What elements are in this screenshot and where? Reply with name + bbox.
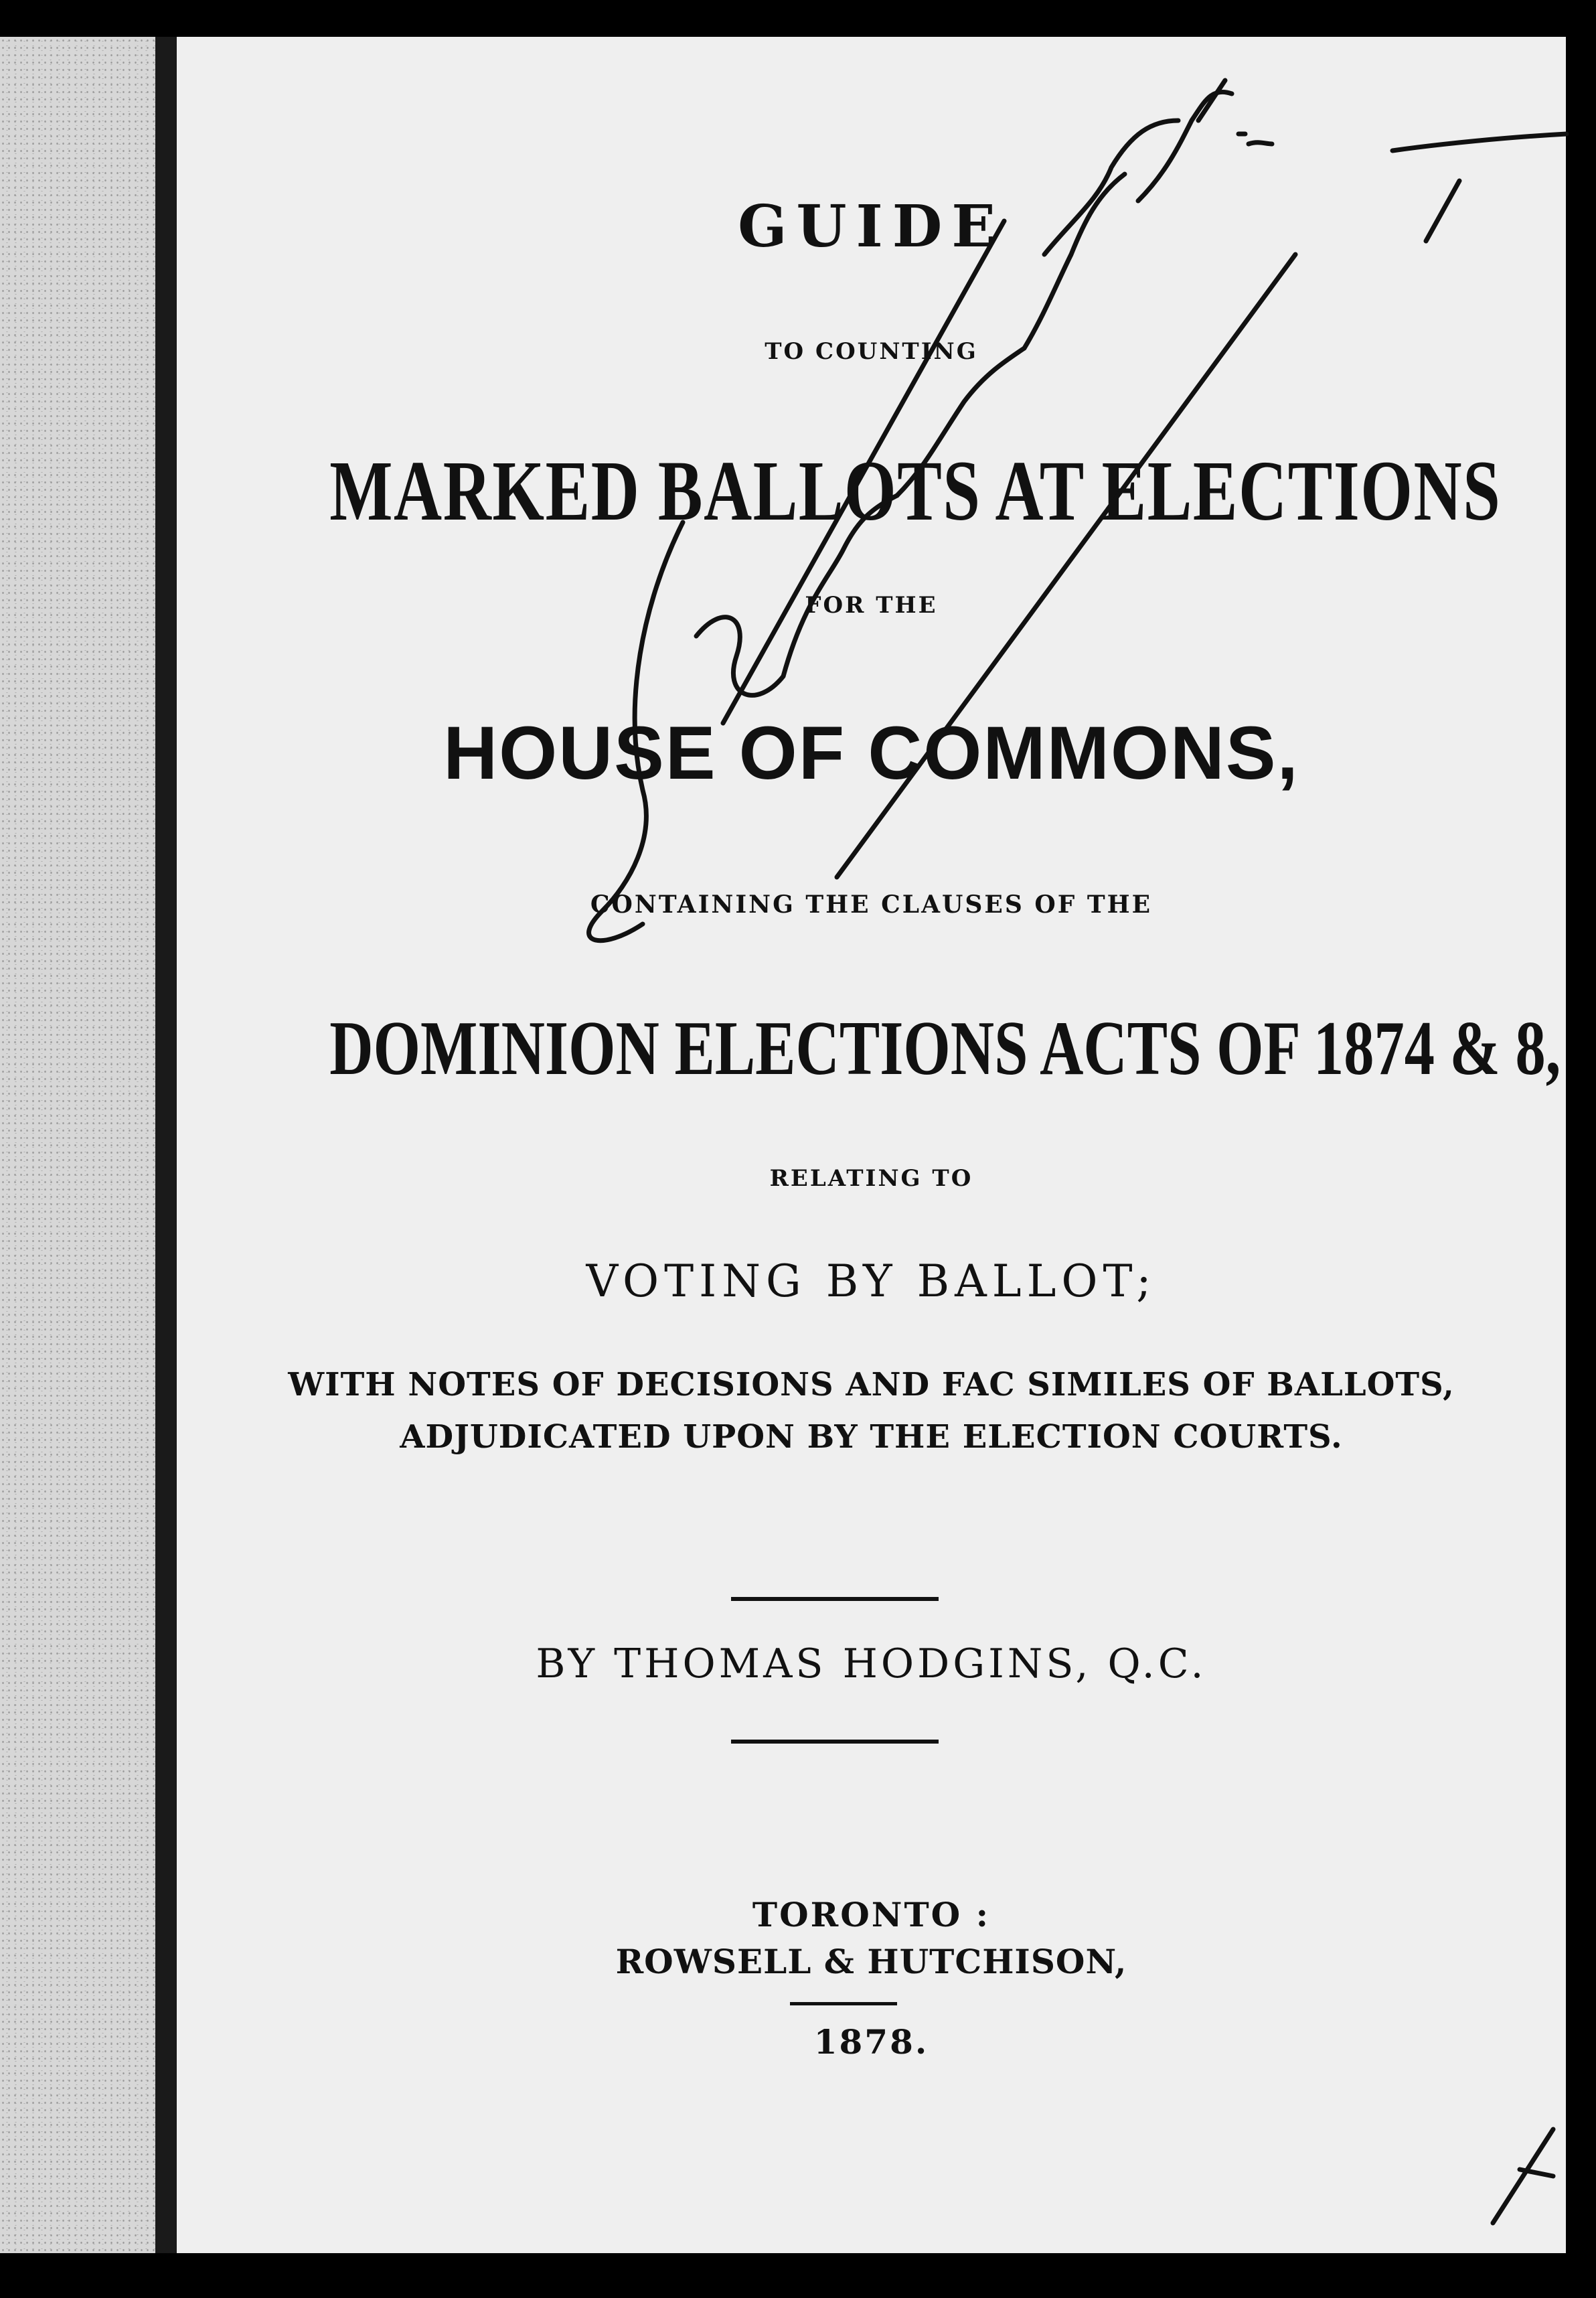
divider-rule-bottom (731, 1740, 939, 1744)
imprint-year: 1878. (813, 2022, 929, 2062)
subtitle-for-the: FOR THE (805, 592, 938, 619)
divider-rule-year (790, 2002, 897, 2005)
title-guide: GUIDE (738, 193, 1005, 260)
title-dominion-acts: DOMINION ELECTIONS ACTS OF 1874 & 8, (329, 1006, 1561, 1091)
divider-rule-top (731, 1597, 939, 1601)
title-house-of-commons: HOUSE OF COMMONS, (443, 711, 1299, 795)
subtitle-containing: CONTAINING THE CLAUSES OF THE (590, 891, 1153, 919)
imprint-city: TORONTO : (752, 1895, 991, 1934)
author-line: BY THOMAS HODGINS, Q.C. (536, 1640, 1207, 1687)
book-spine-texture (0, 37, 164, 2253)
notes-line-1: WITH NOTES OF DECISIONS AND FAC SIMILES OF BALLOTS, (288, 1366, 1455, 1403)
spine-shadow (155, 37, 178, 2253)
imprint-publisher: ROWSELL & HUTCHISON, (615, 1942, 1127, 1981)
subtitle-to-counting: TO COUNTING (765, 338, 978, 365)
title-marked-ballots: MARKED BALLOTS AT ELECTIONS (329, 443, 1502, 538)
notes-line-2: ADJUDICATED UPON BY THE ELECTION COURTS. (400, 1418, 1343, 1456)
title-voting-by-ballot: VOTING BY BALLOT; (586, 1255, 1157, 1307)
subtitle-relating-to: RELATING TO (769, 1165, 973, 1192)
